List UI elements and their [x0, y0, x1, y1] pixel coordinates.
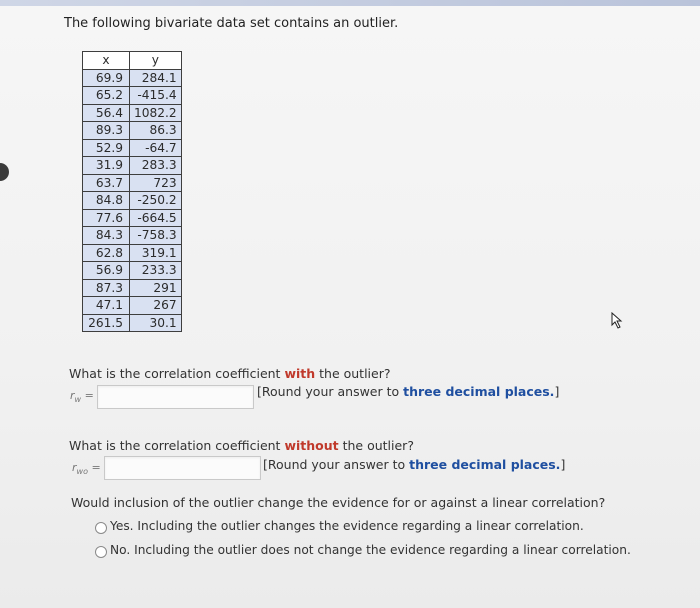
mouse-pointer-icon [611, 312, 625, 330]
table-row [83, 297, 182, 315]
cell-x: 89.3 [83, 122, 130, 140]
rounding-hint-1: [Round your answer to three decimal places.] [257, 384, 560, 399]
cell-x: 84.3 [83, 227, 130, 245]
cell-x: 56.9 [83, 262, 130, 280]
table-row [83, 227, 182, 245]
table-row [83, 314, 182, 332]
cell-y: 233.3 [130, 262, 182, 280]
table-row [83, 279, 182, 297]
cell-x: 77.6 [83, 209, 130, 227]
column-header-x: x [83, 52, 130, 70]
cell-y: 319.1 [130, 244, 182, 262]
table-row [83, 209, 182, 227]
cell-x: 261.5 [83, 314, 130, 332]
table-row [83, 244, 182, 262]
cell-y: 723 [130, 174, 182, 192]
table-row [83, 192, 182, 210]
cell-y: -250.2 [130, 192, 182, 210]
cell-y: -664.5 [130, 209, 182, 227]
table-row [83, 122, 182, 140]
table-header-row [83, 52, 182, 70]
data-table [82, 51, 182, 332]
rounding-hint-2: [Round your answer to three decimal places.] [263, 457, 566, 472]
r-without-label: $r_{wo}$ = [72, 461, 101, 477]
cell-x: 62.8 [83, 244, 130, 262]
r-with-label: $r_w$ = [70, 389, 94, 405]
cell-x: 47.1 [83, 297, 130, 315]
cell-y: -64.7 [130, 139, 182, 157]
table-row [83, 69, 182, 87]
question-without-outlier: What is the correlation coefficient without the outlier? [69, 438, 414, 453]
cell-y: 267 [130, 297, 182, 315]
option-no-label[interactable]: No. Including the outlier does not change the evidence regarding a linear correlation. [110, 543, 631, 557]
r-without-input[interactable] [104, 456, 261, 480]
cell-y: 30.1 [130, 314, 182, 332]
cell-y: 284.1 [130, 69, 182, 87]
top-border [0, 0, 700, 6]
cell-x: 63.7 [83, 174, 130, 192]
r-with-input[interactable] [97, 385, 254, 409]
question-with-outlier: What is the correlation coefficient with the outlier? [69, 366, 391, 381]
column-header-y: y [130, 52, 182, 70]
option-yes-label[interactable]: Yes. Including the outlier changes the evidence regarding a linear correlation. [110, 519, 584, 533]
cell-y: -758.3 [130, 227, 182, 245]
table-row [83, 174, 182, 192]
cell-y: 283.3 [130, 157, 182, 175]
cell-x: 56.4 [83, 104, 130, 122]
table-row [83, 139, 182, 157]
cell-x: 69.9 [83, 69, 130, 87]
cell-x: 65.2 [83, 87, 130, 105]
table-row [83, 157, 182, 175]
radio-yes[interactable] [95, 522, 107, 534]
cell-x: 52.9 [83, 139, 130, 157]
side-marker [0, 163, 9, 181]
radio-no[interactable] [95, 546, 107, 558]
question-evidence: Would inclusion of the outlier change the evidence for or against a linear correlation? [71, 495, 606, 510]
table-row [83, 87, 182, 105]
cell-y: -415.4 [130, 87, 182, 105]
cell-x: 87.3 [83, 279, 130, 297]
cell-y: 86.3 [130, 122, 182, 140]
cell-x: 84.8 [83, 192, 130, 210]
table-row [83, 104, 182, 122]
table-row [83, 262, 182, 280]
cell-x: 31.9 [83, 157, 130, 175]
cell-y: 1082.2 [130, 104, 182, 122]
problem-intro: The following bivariate data set contains an outlier. [64, 16, 399, 31]
cell-y: 291 [130, 279, 182, 297]
